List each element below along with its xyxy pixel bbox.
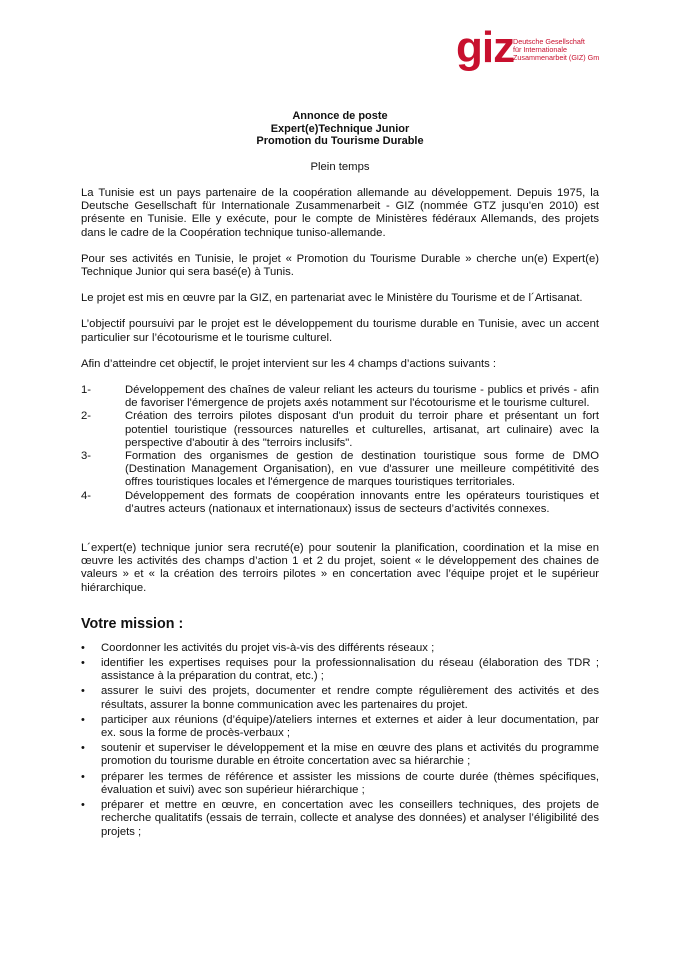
mission-item (81, 685, 599, 711)
mission-item-text: participer aux réunions (d’équipe)/ateliers internes et externes et aider à leur documentation, par ex. sous la forme de procès-verbaux ; (101, 713, 599, 740)
bullet-icon: • (81, 799, 85, 812)
document-body (81, 110, 599, 841)
intro-paragraph: La Tunisie est un pays partenaire de la coopération allemande au développement. Depuis 1975, la Deutsche Gesellschaft für Internationale Zusammenarbeit - GIZ (nommée GTZ jusqu'en 2010) est présente en Tunisie. Elle y exécute, pour le compte de Ministères fédéraux Allemands, des projets dans le cadre de la Coopération technique tuniso-allemande. (81, 186, 599, 239)
bullet-icon: • (81, 742, 85, 755)
partnership-paragraph: Le projet est mis en œuvre par la GIZ, en partenariat avec le Ministère du Tourisme et de l´Artisanat. (81, 292, 583, 305)
mission-item-text: identifier les expertises requises pour la professionnalisation du réseau (élaboration des TDR ; assistance à la préparation du contrat, etc.) ; (101, 657, 599, 683)
action-item (81, 450, 599, 490)
bullet-icon: • (81, 685, 85, 698)
mission-item-text: préparer les termes de référence et assister les missions de courte durée (thèmes spécifiques, évaluation et suivi) avec son supérieur hiérarchique ; (101, 770, 599, 796)
header-line-2: Expert(e)Technique Junior (270, 122, 410, 135)
action-fields-list (81, 384, 599, 516)
mission-item (81, 771, 599, 797)
mission-item-text: assurer le suivi des projets, documenter et rendre compte régulièrement des activités et des résultats, assurer la bonne communication avec les partenaires du projet. (101, 685, 599, 711)
header-line-1: Annonce de poste (292, 110, 388, 122)
mission-heading: Votre mission : (81, 615, 184, 632)
giz-logo-text (513, 38, 623, 63)
mission-item (81, 714, 599, 740)
giz-logo-mark: giz (456, 23, 515, 72)
mission-item (81, 642, 599, 655)
activities-paragraph: Pour ses activités en Tunisie, le projet « Promotion du Tourisme Durable » cherche un(e) Expert(e) Technique Junior qui sera basé(e) à Tunis. (81, 252, 599, 278)
action-number: 3- (81, 450, 92, 463)
logo-line: Deutsche Gesellschaft (513, 38, 585, 46)
bullet-icon: • (81, 641, 85, 654)
bullet-icon: • (81, 657, 85, 670)
action-text: Création des terroirs pilotes disposant d'un produit du terroir phare et présentant un fort potentiel touristique (ressources naturelles et culturelles, artisanat, art culinaire) avec la perspective d'aboutir à des "terroirs inclusifs". (125, 410, 599, 449)
action-number: 1- (81, 384, 92, 397)
logo-line: für Internationale (513, 45, 567, 55)
action-number: 4- (81, 489, 92, 502)
announcement-header (81, 110, 599, 148)
action-text: Formation des organismes de gestion de destination touristique sous forme de DMO (Destination Management Organisation), en vue d'assurer une meilleure compétitivité des offres touristiques locales et l'émergence de marques touristiques territoriales. (125, 450, 599, 489)
schedule-label: Plein temps (310, 160, 370, 173)
bullet-icon: • (81, 713, 85, 726)
mission-item (81, 742, 599, 768)
action-number: 2- (81, 410, 92, 423)
action-item (81, 490, 599, 516)
fields-intro-paragraph: Afin d’atteindre cet objectif, le projet intervient sur les 4 champs d’actions suivants : (81, 357, 497, 370)
header-line-3: Promotion du Tourisme Durable (256, 135, 424, 148)
action-text: Développement des chaînes de valeur reliant les acteurs du tourisme - publics et privés - afin de favoriser l'émergence de projets axés notamment sur l'écotourisme et le tourisme culturel. (125, 384, 599, 410)
mission-item (81, 799, 599, 839)
mission-item-text: soutenir et superviser le développement et la mise en œuvre des plans et activités du programme promotion du tourisme durable en étroite concertation avec sa hiérarchie ; (101, 742, 599, 768)
bullet-icon: • (81, 770, 85, 783)
mission-list (81, 642, 599, 839)
mission-item-text: préparer et mettre en œuvre, en concertation avec les conseillers techniques, des projets de recherche qualitatifs (essais de terrain, collecte et analyse des données) et analyser l’éligibilité des projets ; (101, 799, 599, 838)
action-item (81, 410, 599, 450)
logo-line: Zusammenarbeit (GIZ) Gm (513, 53, 600, 63)
mission-item-text: Coordonner les activités du projet vis-à-vis des différents réseaux ; (101, 641, 435, 654)
objective-paragraph: L’objectif poursuivi par le projet est le développement du tourisme durable en Tunisie, avec un accent particulier sur l’écotourisme et le tourisme culturel. (81, 318, 599, 344)
action-text: Développement des formats de coopération innovants entre les opérateurs touristiques et d’autres acteurs (nationaux et internationaux) issus de secteurs d’activités connexes. (125, 489, 599, 515)
recruitment-paragraph: L´expert(e) technique junior sera recruté(e) pour soutenir la planification, coordination et la mise en œuvre les activités des champs d’action 1 et 2 du projet, soient « le développement des chaines de valeurs » et « la création des terroirs pilotes » en concertation avec l’équipe projet et le supérieur hiérarchique. (81, 542, 599, 594)
mission-item (81, 657, 599, 683)
action-item (81, 384, 599, 410)
